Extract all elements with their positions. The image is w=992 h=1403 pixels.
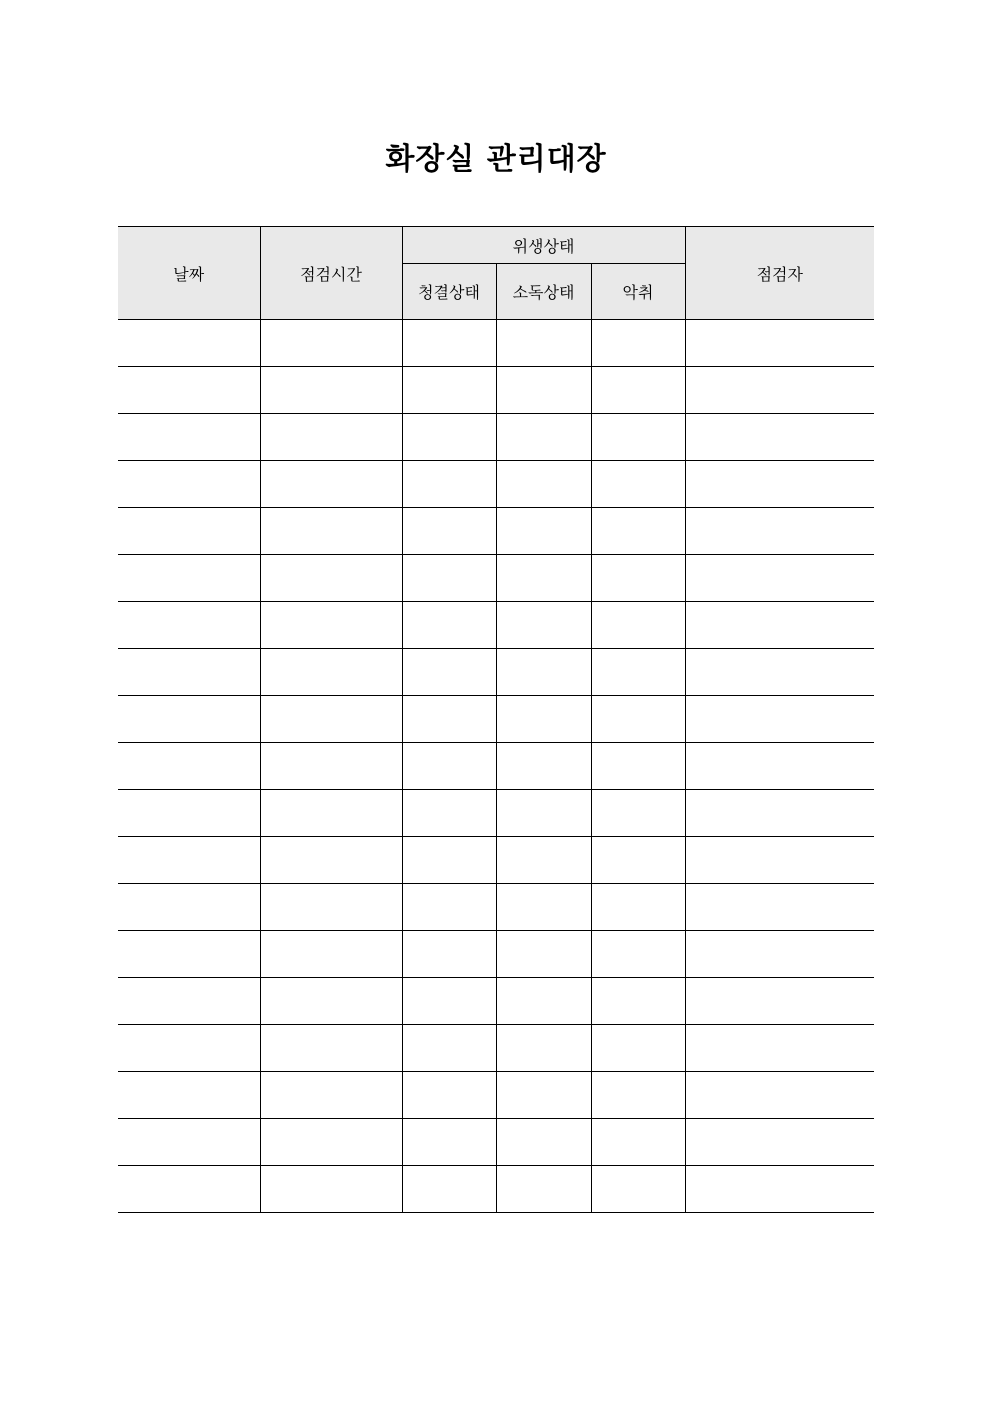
date-cell[interactable] xyxy=(118,555,260,602)
disinfection-cell[interactable] xyxy=(496,696,591,743)
table-row xyxy=(118,649,874,696)
header-disinfection: 소독상태 xyxy=(496,264,591,320)
inspector-cell[interactable] xyxy=(685,837,874,884)
cleanliness-cell[interactable] xyxy=(402,602,496,649)
inspector-cell[interactable] xyxy=(685,978,874,1025)
date-cell[interactable] xyxy=(118,1119,260,1166)
inspection-time-cell[interactable] xyxy=(260,320,402,367)
date-cell[interactable] xyxy=(118,414,260,461)
date-cell[interactable] xyxy=(118,1025,260,1072)
inspection-time-cell[interactable] xyxy=(260,931,402,978)
odor-cell[interactable] xyxy=(591,978,685,1025)
date-cell[interactable] xyxy=(118,790,260,837)
inspector-cell[interactable] xyxy=(685,1119,874,1166)
date-cell[interactable] xyxy=(118,696,260,743)
table-row xyxy=(118,884,874,931)
odor-cell[interactable] xyxy=(591,884,685,931)
disinfection-cell[interactable] xyxy=(496,320,591,367)
cleanliness-cell[interactable] xyxy=(402,649,496,696)
date-cell[interactable] xyxy=(118,884,260,931)
table-row xyxy=(118,696,874,743)
cleanliness-cell[interactable] xyxy=(402,884,496,931)
table-row xyxy=(118,790,874,837)
cleanliness-cell[interactable] xyxy=(402,696,496,743)
disinfection-cell[interactable] xyxy=(496,1072,591,1119)
table-row xyxy=(118,602,874,649)
inspection-time-cell[interactable] xyxy=(260,978,402,1025)
inspector-cell[interactable] xyxy=(685,743,874,790)
date-cell[interactable] xyxy=(118,320,260,367)
disinfection-cell[interactable] xyxy=(496,931,591,978)
disinfection-cell[interactable] xyxy=(496,743,591,790)
cleanliness-cell[interactable] xyxy=(402,837,496,884)
cleanliness-cell[interactable] xyxy=(402,555,496,602)
inspector-cell[interactable] xyxy=(685,884,874,931)
table-row xyxy=(118,508,874,555)
date-cell[interactable] xyxy=(118,931,260,978)
inspector-cell[interactable] xyxy=(685,1166,874,1213)
date-cell[interactable] xyxy=(118,461,260,508)
inspector-cell[interactable] xyxy=(685,1072,874,1119)
table-row xyxy=(118,367,874,414)
header-cleanliness: 청결상태 xyxy=(402,264,496,320)
date-cell[interactable] xyxy=(118,649,260,696)
cleanliness-cell[interactable] xyxy=(402,367,496,414)
table-row xyxy=(118,555,874,602)
table-row xyxy=(118,978,874,1025)
date-cell[interactable] xyxy=(118,1166,260,1213)
table-body xyxy=(118,320,874,1213)
date-cell[interactable] xyxy=(118,978,260,1025)
header-odor: 악취 xyxy=(591,264,685,320)
cleanliness-cell[interactable] xyxy=(402,978,496,1025)
disinfection-cell[interactable] xyxy=(496,649,591,696)
disinfection-cell[interactable] xyxy=(496,884,591,931)
inspection-time-cell[interactable] xyxy=(260,555,402,602)
date-cell[interactable] xyxy=(118,508,260,555)
date-cell[interactable] xyxy=(118,743,260,790)
odor-cell[interactable] xyxy=(591,790,685,837)
inspector-cell[interactable] xyxy=(685,931,874,978)
odor-cell[interactable] xyxy=(591,414,685,461)
inspection-time-cell[interactable] xyxy=(260,696,402,743)
inspector-cell[interactable] xyxy=(685,790,874,837)
disinfection-cell[interactable] xyxy=(496,414,591,461)
disinfection-cell[interactable] xyxy=(496,367,591,414)
odor-cell[interactable] xyxy=(591,837,685,884)
odor-cell[interactable] xyxy=(591,1166,685,1213)
inspector-cell[interactable] xyxy=(685,555,874,602)
cleanliness-cell[interactable] xyxy=(402,1025,496,1072)
inspector-cell[interactable] xyxy=(685,414,874,461)
odor-cell[interactable] xyxy=(591,1025,685,1072)
date-cell[interactable] xyxy=(118,1072,260,1119)
cleanliness-cell[interactable] xyxy=(402,320,496,367)
table-row xyxy=(118,1072,874,1119)
inspection-time-cell[interactable] xyxy=(260,1025,402,1072)
cleanliness-cell[interactable] xyxy=(402,743,496,790)
header-hygiene-status: 위생상태 xyxy=(402,227,685,264)
cleanliness-cell[interactable] xyxy=(402,414,496,461)
inspection-time-cell[interactable] xyxy=(260,1166,402,1213)
inspector-cell[interactable] xyxy=(685,461,874,508)
disinfection-cell[interactable] xyxy=(496,837,591,884)
disinfection-cell[interactable] xyxy=(496,1166,591,1213)
inspection-time-cell[interactable] xyxy=(260,461,402,508)
disinfection-cell[interactable] xyxy=(496,1119,591,1166)
table-row xyxy=(118,931,874,978)
disinfection-cell[interactable] xyxy=(496,1025,591,1072)
odor-cell[interactable] xyxy=(591,743,685,790)
table-row xyxy=(118,1119,874,1166)
disinfection-cell[interactable] xyxy=(496,555,591,602)
disinfection-cell[interactable] xyxy=(496,508,591,555)
table-row xyxy=(118,414,874,461)
odor-cell[interactable] xyxy=(591,602,685,649)
inspector-cell[interactable] xyxy=(685,508,874,555)
odor-cell[interactable] xyxy=(591,1072,685,1119)
odor-cell[interactable] xyxy=(591,931,685,978)
inspection-time-cell[interactable] xyxy=(260,743,402,790)
table-row xyxy=(118,1025,874,1072)
inspection-time-cell[interactable] xyxy=(260,884,402,931)
inspection-time-cell[interactable] xyxy=(260,1119,402,1166)
odor-cell[interactable] xyxy=(591,696,685,743)
cleanliness-cell[interactable] xyxy=(402,1166,496,1213)
date-cell[interactable] xyxy=(118,837,260,884)
table-row xyxy=(118,320,874,367)
page-title: 화장실 관리대장 xyxy=(385,142,607,177)
inspection-time-cell[interactable] xyxy=(260,508,402,555)
inspection-time-cell[interactable] xyxy=(260,837,402,884)
cleanliness-cell[interactable] xyxy=(402,1119,496,1166)
toilet-management-table xyxy=(118,226,874,1213)
odor-cell[interactable] xyxy=(591,461,685,508)
table-row xyxy=(118,743,874,790)
inspection-time-cell[interactable] xyxy=(260,367,402,414)
cleanliness-cell[interactable] xyxy=(402,790,496,837)
odor-cell[interactable] xyxy=(591,555,685,602)
odor-cell[interactable] xyxy=(591,1119,685,1166)
table-row xyxy=(118,837,874,884)
inspector-cell[interactable] xyxy=(685,367,874,414)
inspector-cell[interactable] xyxy=(685,1025,874,1072)
header-date: 날짜 xyxy=(118,227,260,320)
cleanliness-cell[interactable] xyxy=(402,931,496,978)
odor-cell[interactable] xyxy=(591,320,685,367)
header-inspection-time: 점검시간 xyxy=(260,227,402,320)
date-cell[interactable] xyxy=(118,602,260,649)
inspection-time-cell[interactable] xyxy=(260,790,402,837)
inspection-time-cell[interactable] xyxy=(260,414,402,461)
disinfection-cell[interactable] xyxy=(496,602,591,649)
odor-cell[interactable] xyxy=(591,508,685,555)
inspection-time-cell[interactable] xyxy=(260,602,402,649)
odor-cell[interactable] xyxy=(591,649,685,696)
cleanliness-cell[interactable] xyxy=(402,461,496,508)
table-row xyxy=(118,461,874,508)
cleanliness-cell[interactable] xyxy=(402,1072,496,1119)
inspector-cell[interactable] xyxy=(685,320,874,367)
inspector-cell[interactable] xyxy=(685,649,874,696)
disinfection-cell[interactable] xyxy=(496,978,591,1025)
inspection-time-cell[interactable] xyxy=(260,649,402,696)
odor-cell[interactable] xyxy=(591,367,685,414)
date-cell[interactable] xyxy=(118,367,260,414)
disinfection-cell[interactable] xyxy=(496,461,591,508)
cleanliness-cell[interactable] xyxy=(402,508,496,555)
header-inspector: 점검자 xyxy=(685,227,874,320)
disinfection-cell[interactable] xyxy=(496,790,591,837)
inspector-cell[interactable] xyxy=(685,602,874,649)
inspection-time-cell[interactable] xyxy=(260,1072,402,1119)
inspector-cell[interactable] xyxy=(685,696,874,743)
table-row xyxy=(118,1166,874,1213)
